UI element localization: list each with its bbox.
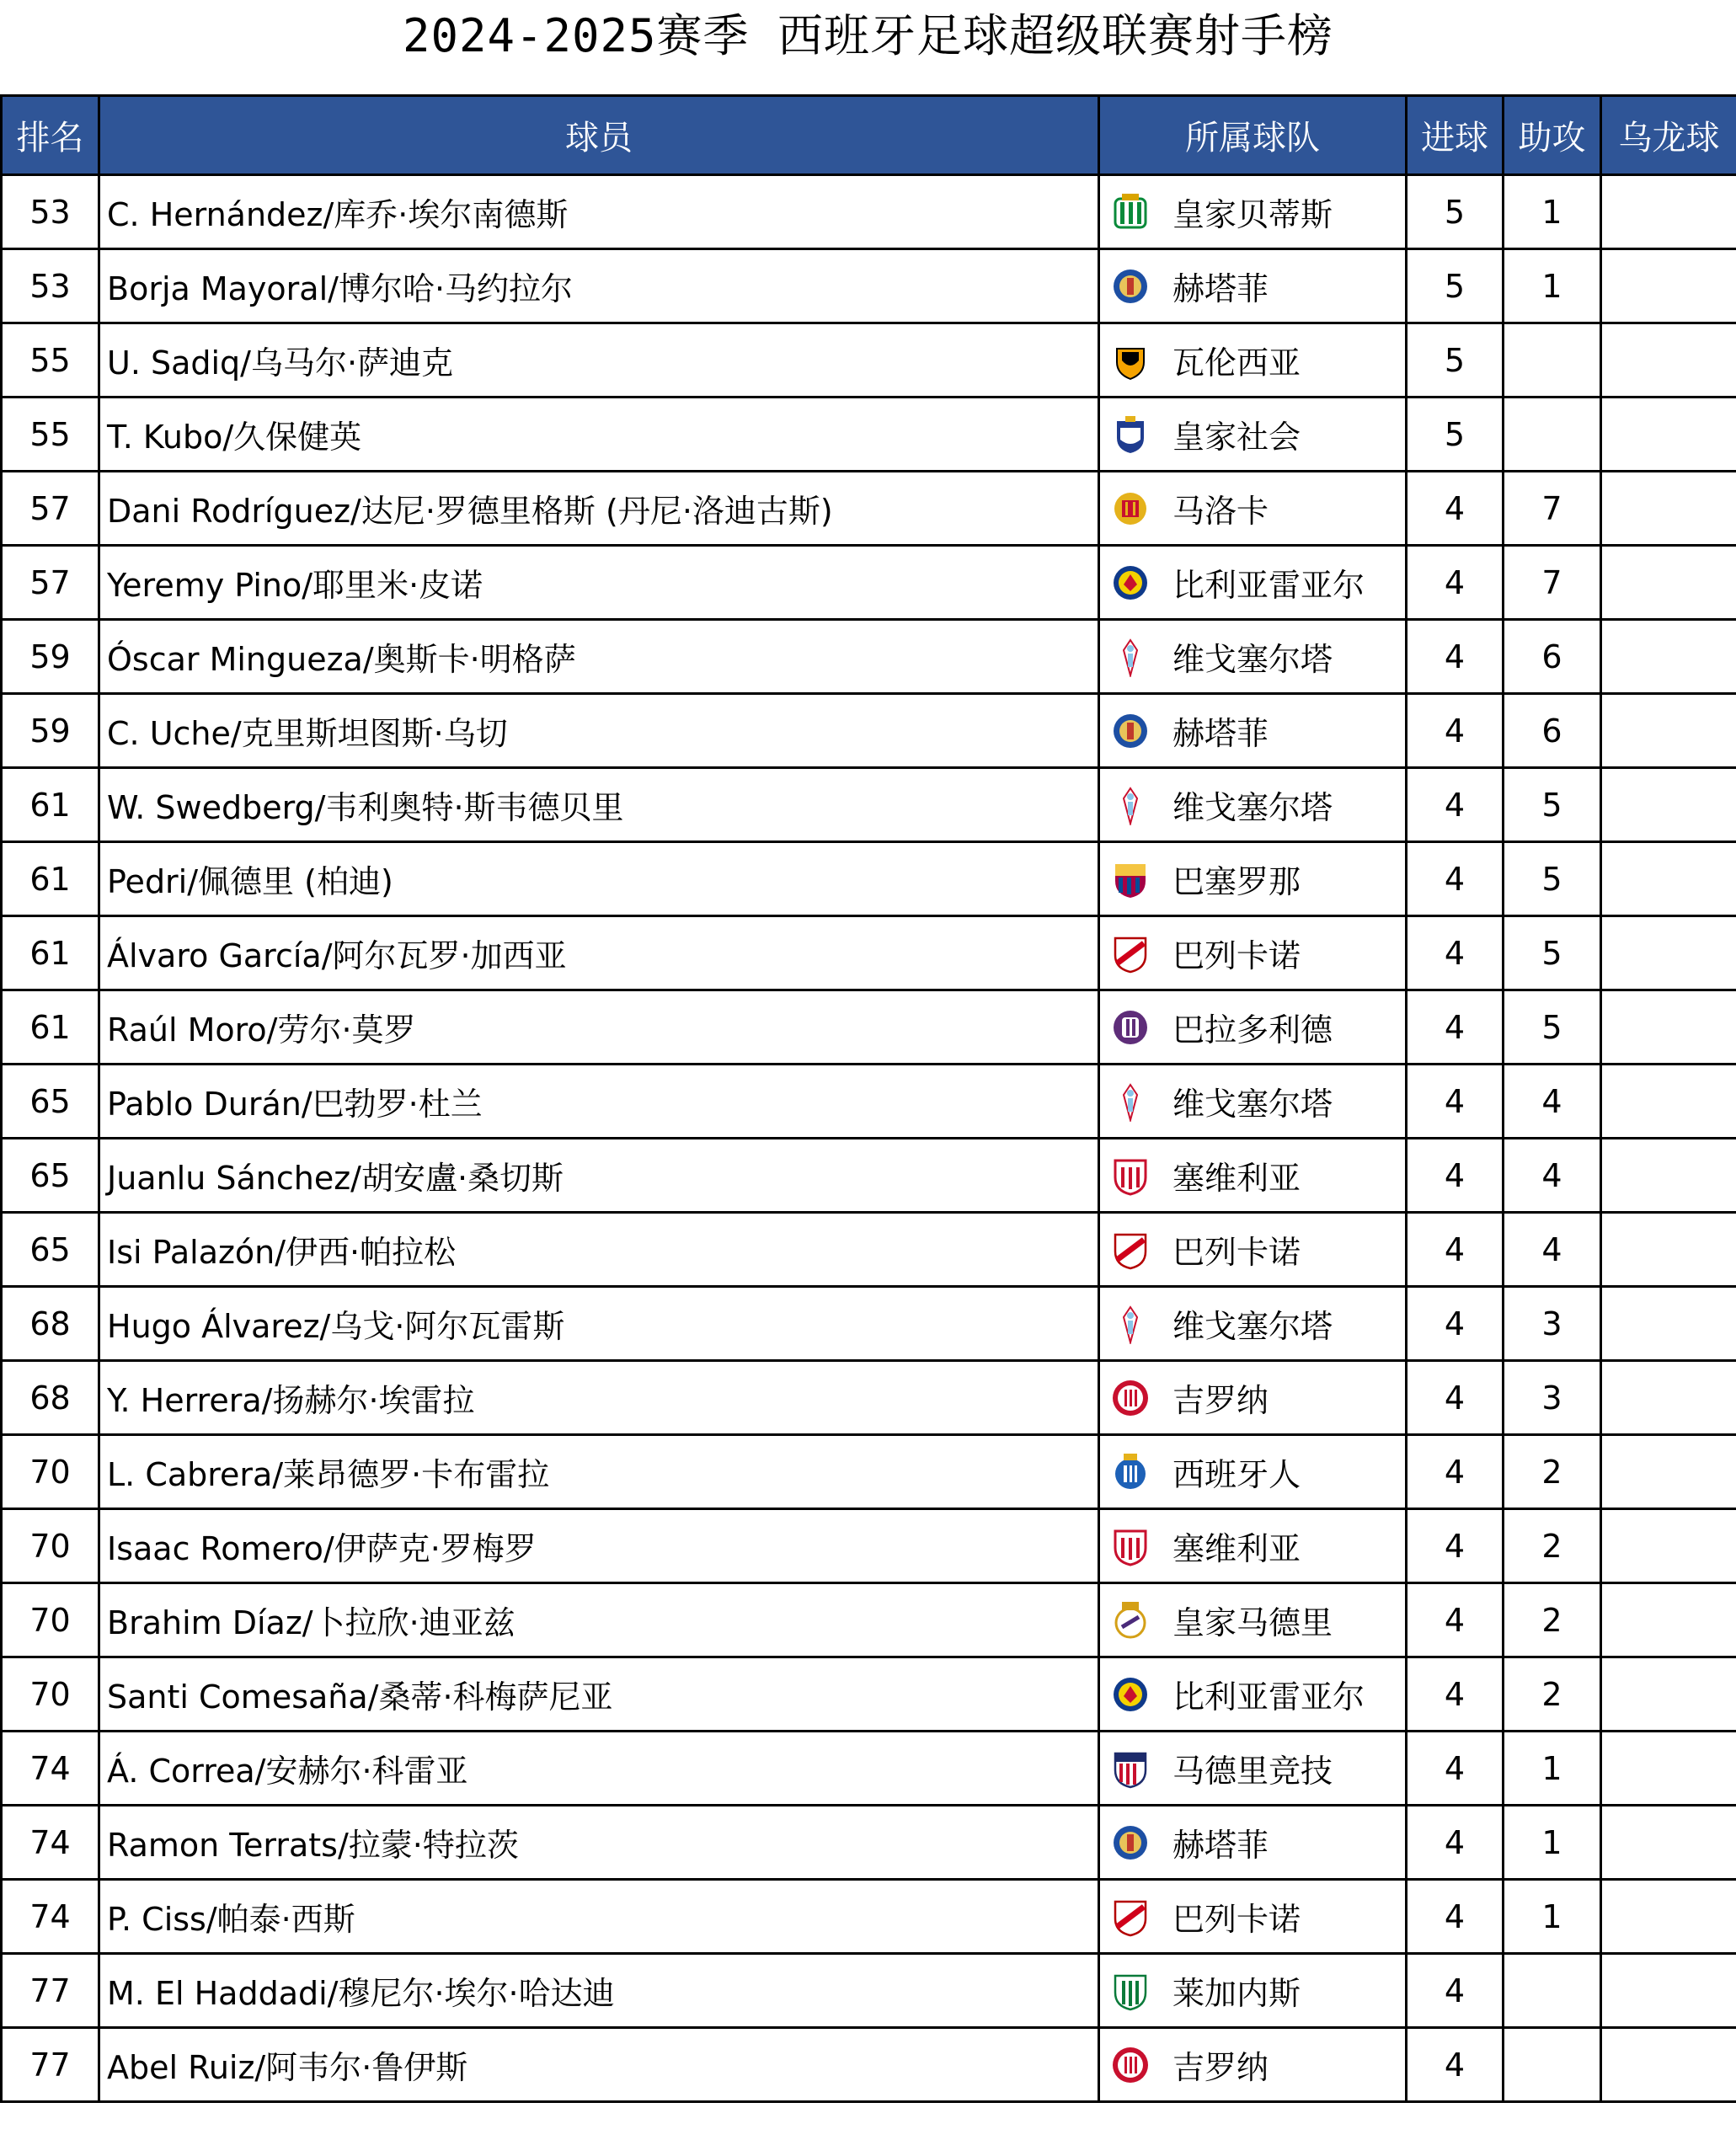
team-cell (1099, 175, 1407, 249)
player-cell: Isaac Romero/伊萨克·罗梅罗 (99, 1509, 1099, 1583)
goals-cell: 4 (1407, 1213, 1504, 1287)
rayo-vallecano-crest-icon (1110, 1897, 1151, 1937)
own-goals-cell (1601, 323, 1736, 398)
rank-cell: 74 (2, 1806, 99, 1880)
team-name: 瓦伦西亚 (1172, 344, 1301, 382)
table-row (2, 1213, 1736, 1287)
table-row (2, 1139, 1736, 1213)
player-cell: Pablo Durán/巴勃罗·杜兰 (99, 1065, 1099, 1139)
player-cell: Juanlu Sánchez/胡安盧·桑切斯 (99, 1139, 1099, 1213)
team-cell (1099, 768, 1407, 842)
player-cell: Y. Herrera/扬赫尔·埃雷拉 (99, 1361, 1099, 1435)
team-cell (1099, 1806, 1407, 1880)
goals-cell: 4 (1407, 546, 1504, 620)
valencia-crest-icon (1110, 340, 1151, 381)
table-row (2, 620, 1736, 694)
header-goals: 进球 (1407, 96, 1504, 175)
player-cell: Óscar Mingueza/奥斯卡·明格萨 (99, 620, 1099, 694)
rank-cell: 65 (2, 1213, 99, 1287)
table-row (2, 768, 1736, 842)
celta-vigo-crest-icon (1110, 1304, 1151, 1344)
assists-cell: 3 (1504, 1287, 1601, 1361)
table-body (2, 175, 1736, 2102)
table-row (2, 1880, 1736, 1954)
player-cell: Borja Mayoral/博尔哈·马约拉尔 (99, 249, 1099, 323)
table-row (2, 175, 1736, 249)
assists-cell: 1 (1504, 1732, 1601, 1806)
team-name: 比利亚雷亚尔 (1172, 567, 1365, 604)
table-row (2, 1657, 1736, 1732)
scorers-table (0, 94, 1736, 2103)
assists-cell: 2 (1504, 1509, 1601, 1583)
team-cell (1099, 916, 1407, 990)
team-name: 塞维利亚 (1172, 1530, 1301, 1567)
team-name: 巴列卡诺 (1172, 1234, 1301, 1271)
goals-cell: 4 (1407, 694, 1504, 768)
team-name: 马德里竞技 (1172, 1753, 1333, 1790)
player-cell: Abel Ruiz/阿韦尔·鲁伊斯 (99, 2028, 1099, 2102)
player-cell: W. Swedberg/韦利奥特·斯韦德贝里 (99, 768, 1099, 842)
player-cell: Santi Comesaña/桑蒂·科梅萨尼亚 (99, 1657, 1099, 1732)
goals-cell: 4 (1407, 1732, 1504, 1806)
team-name: 比利亚雷亚尔 (1172, 1678, 1365, 1716)
assists-cell: 1 (1504, 175, 1601, 249)
goals-cell: 5 (1407, 249, 1504, 323)
rank-cell: 68 (2, 1361, 99, 1435)
team-cell (1099, 1361, 1407, 1435)
own-goals-cell (1601, 916, 1736, 990)
page-title: 2024-2025赛季 西班牙足球超级联赛射手榜 (402, 9, 1334, 62)
rank-cell: 74 (2, 1732, 99, 1806)
goals-cell: 4 (1407, 1287, 1504, 1361)
team-name: 巴列卡诺 (1172, 1901, 1301, 1938)
goals-cell: 4 (1407, 620, 1504, 694)
rank-cell: 53 (2, 249, 99, 323)
rank-cell: 59 (2, 620, 99, 694)
team-cell (1099, 1065, 1407, 1139)
team-cell (1099, 1435, 1407, 1509)
team-name: 巴塞罗那 (1172, 863, 1301, 900)
own-goals-cell (1601, 472, 1736, 546)
celta-vigo-crest-icon (1110, 637, 1151, 677)
team-cell (1099, 2028, 1407, 2102)
table-row (2, 1361, 1736, 1435)
team-name: 赫塔菲 (1172, 270, 1269, 307)
assists-cell: 5 (1504, 916, 1601, 990)
getafe-crest-icon (1110, 1822, 1151, 1863)
goals-cell: 4 (1407, 990, 1504, 1065)
goals-cell: 4 (1407, 768, 1504, 842)
player-cell: P. Ciss/帕泰·西斯 (99, 1880, 1099, 1954)
goals-cell: 4 (1407, 1361, 1504, 1435)
own-goals-cell (1601, 2028, 1736, 2102)
team-cell (1099, 472, 1407, 546)
own-goals-cell (1601, 1287, 1736, 1361)
team-cell (1099, 249, 1407, 323)
assists-cell: 5 (1504, 990, 1601, 1065)
team-cell (1099, 1880, 1407, 1954)
own-goals-cell (1601, 1732, 1736, 1806)
rank-cell: 74 (2, 1880, 99, 1954)
team-cell (1099, 990, 1407, 1065)
rank-cell: 57 (2, 546, 99, 620)
header-team: 所属球队 (1099, 96, 1407, 175)
goals-cell: 4 (1407, 1065, 1504, 1139)
table-row (2, 1732, 1736, 1806)
goals-cell: 4 (1407, 472, 1504, 546)
rank-cell: 68 (2, 1287, 99, 1361)
getafe-crest-icon (1110, 711, 1151, 751)
assists-cell: 2 (1504, 1583, 1601, 1657)
table-row (2, 323, 1736, 398)
team-cell (1099, 620, 1407, 694)
goals-cell: 4 (1407, 1509, 1504, 1583)
team-cell (1099, 694, 1407, 768)
goals-cell: 4 (1407, 1806, 1504, 1880)
own-goals-cell (1601, 1139, 1736, 1213)
player-cell: Yeremy Pino/耶里米·皮诺 (99, 546, 1099, 620)
team-name: 吉罗纳 (1172, 2049, 1269, 2086)
team-cell (1099, 1583, 1407, 1657)
header-own-goals: 乌龙球 (1601, 96, 1736, 175)
team-name: 塞维利亚 (1172, 1160, 1301, 1197)
goals-cell: 4 (1407, 2028, 1504, 2102)
own-goals-cell (1601, 1583, 1736, 1657)
rank-cell: 61 (2, 916, 99, 990)
rank-cell: 70 (2, 1435, 99, 1509)
table-row (2, 1435, 1736, 1509)
rank-cell: 55 (2, 398, 99, 472)
player-cell: Álvaro García/阿尔瓦罗·加西亚 (99, 916, 1099, 990)
team-name: 赫塔菲 (1172, 715, 1269, 752)
player-cell: L. Cabrera/莱昂德罗·卡布雷拉 (99, 1435, 1099, 1509)
team-name: 西班牙人 (1172, 1456, 1301, 1493)
table-row (2, 1954, 1736, 2028)
assists-cell: 4 (1504, 1065, 1601, 1139)
team-name: 皇家社会 (1172, 419, 1301, 456)
assists-cell: 6 (1504, 620, 1601, 694)
player-cell: Raúl Moro/劳尔·莫罗 (99, 990, 1099, 1065)
valladolid-crest-icon (1110, 1007, 1151, 1048)
own-goals-cell (1601, 620, 1736, 694)
celta-vigo-crest-icon (1110, 1081, 1151, 1122)
barcelona-crest-icon (1110, 859, 1151, 899)
player-cell: Isi Palazón/伊西·帕拉松 (99, 1213, 1099, 1287)
assists-cell: 5 (1504, 842, 1601, 916)
player-cell: Dani Rodríguez/达尼·罗德里格斯 (丹尼·洛迪古斯) (99, 472, 1099, 546)
espanyol-crest-icon (1110, 1452, 1151, 1492)
girona-crest-icon (1110, 2045, 1151, 2085)
team-name: 维戈塞尔塔 (1172, 1086, 1333, 1123)
goals-cell: 4 (1407, 1435, 1504, 1509)
goals-cell: 4 (1407, 1583, 1504, 1657)
assists-cell: 7 (1504, 546, 1601, 620)
goals-cell: 4 (1407, 1880, 1504, 1954)
player-cell: T. Kubo/久保健英 (99, 398, 1099, 472)
team-name: 巴拉多利德 (1172, 1011, 1333, 1049)
assists-cell: 2 (1504, 1435, 1601, 1509)
player-cell: Ramon Terrats/拉蒙·特拉茨 (99, 1806, 1099, 1880)
own-goals-cell (1601, 398, 1736, 472)
real-sociedad-crest-icon (1110, 414, 1151, 455)
sevilla-crest-icon (1110, 1526, 1151, 1566)
header-player: 球员 (99, 96, 1099, 175)
leganes-crest-icon (1110, 1971, 1151, 2011)
assists-cell (1504, 2028, 1601, 2102)
girona-crest-icon (1110, 1378, 1151, 1418)
own-goals-cell (1601, 990, 1736, 1065)
goals-cell: 5 (1407, 175, 1504, 249)
table-row (2, 842, 1736, 916)
assists-cell: 6 (1504, 694, 1601, 768)
real-betis-crest-icon (1110, 192, 1151, 232)
getafe-crest-icon (1110, 266, 1151, 307)
own-goals-cell (1601, 1213, 1736, 1287)
table-header-row (2, 96, 1736, 175)
table-row (2, 1509, 1736, 1583)
rank-cell: 61 (2, 842, 99, 916)
team-cell (1099, 1509, 1407, 1583)
own-goals-cell (1601, 175, 1736, 249)
celta-vigo-crest-icon (1110, 785, 1151, 825)
rank-cell: 70 (2, 1657, 99, 1732)
assists-cell: 7 (1504, 472, 1601, 546)
rayo-vallecano-crest-icon (1110, 1230, 1151, 1270)
real-madrid-crest-icon (1110, 1600, 1151, 1641)
team-name: 皇家马德里 (1172, 1604, 1333, 1641)
team-name: 巴列卡诺 (1172, 937, 1301, 974)
team-cell (1099, 1213, 1407, 1287)
own-goals-cell (1601, 546, 1736, 620)
rank-cell: 61 (2, 768, 99, 842)
team-cell (1099, 323, 1407, 398)
goals-cell: 4 (1407, 1139, 1504, 1213)
rank-cell: 53 (2, 175, 99, 249)
assists-cell: 5 (1504, 768, 1601, 842)
own-goals-cell (1601, 1954, 1736, 2028)
team-name: 维戈塞尔塔 (1172, 1308, 1333, 1345)
table-row (2, 1583, 1736, 1657)
team-name: 维戈塞尔塔 (1172, 641, 1333, 678)
header-assists: 助攻 (1504, 96, 1601, 175)
rank-cell: 70 (2, 1509, 99, 1583)
header-rank: 排名 (2, 96, 99, 175)
player-cell: Hugo Álvarez/乌戈·阿尔瓦雷斯 (99, 1287, 1099, 1361)
assists-cell: 2 (1504, 1657, 1601, 1732)
team-cell (1099, 398, 1407, 472)
team-cell (1099, 546, 1407, 620)
player-cell: Á. Correa/安赫尔·科雷亚 (99, 1732, 1099, 1806)
team-name: 马洛卡 (1172, 493, 1269, 530)
own-goals-cell (1601, 1657, 1736, 1732)
goals-cell: 5 (1407, 398, 1504, 472)
player-cell: Pedri/佩德里 (柏迪) (99, 842, 1099, 916)
atletico-madrid-crest-icon (1110, 1748, 1151, 1789)
player-cell: C. Uche/克里斯坦图斯·乌切 (99, 694, 1099, 768)
rank-cell: 55 (2, 323, 99, 398)
table-row (2, 546, 1736, 620)
team-cell (1099, 1139, 1407, 1213)
own-goals-cell (1601, 1435, 1736, 1509)
own-goals-cell (1601, 1065, 1736, 1139)
table-row (2, 916, 1736, 990)
table-row (2, 990, 1736, 1065)
assists-cell: 1 (1504, 249, 1601, 323)
villarreal-crest-icon (1110, 1674, 1151, 1715)
assists-cell: 4 (1504, 1213, 1601, 1287)
own-goals-cell (1601, 768, 1736, 842)
table-row (2, 1806, 1736, 1880)
goals-cell: 4 (1407, 1657, 1504, 1732)
assists-cell (1504, 398, 1601, 472)
rank-cell: 77 (2, 1954, 99, 2028)
own-goals-cell (1601, 1806, 1736, 1880)
player-cell: Brahim Díaz/卜拉欣·迪亚兹 (99, 1583, 1099, 1657)
table-row (2, 398, 1736, 472)
goals-cell: 4 (1407, 1954, 1504, 2028)
table-row (2, 694, 1736, 768)
own-goals-cell (1601, 249, 1736, 323)
own-goals-cell (1601, 1880, 1736, 1954)
villarreal-crest-icon (1110, 563, 1151, 603)
rank-cell: 59 (2, 694, 99, 768)
rank-cell: 65 (2, 1065, 99, 1139)
team-cell (1099, 1657, 1407, 1732)
rank-cell: 77 (2, 2028, 99, 2102)
table-row (2, 249, 1736, 323)
table-row (2, 2028, 1736, 2102)
team-cell (1099, 1732, 1407, 1806)
own-goals-cell (1601, 1361, 1736, 1435)
team-name: 吉罗纳 (1172, 1382, 1269, 1419)
assists-cell: 1 (1504, 1880, 1601, 1954)
rank-cell: 70 (2, 1583, 99, 1657)
table-row (2, 472, 1736, 546)
rank-cell: 57 (2, 472, 99, 546)
goals-cell: 4 (1407, 916, 1504, 990)
rank-cell: 65 (2, 1139, 99, 1213)
player-cell: C. Hernández/库乔·埃尔南德斯 (99, 175, 1099, 249)
own-goals-cell (1601, 842, 1736, 916)
rayo-vallecano-crest-icon (1110, 933, 1151, 974)
assists-cell: 3 (1504, 1361, 1601, 1435)
team-name: 赫塔菲 (1172, 1827, 1269, 1864)
own-goals-cell (1601, 1509, 1736, 1583)
team-cell (1099, 1954, 1407, 2028)
rank-cell: 61 (2, 990, 99, 1065)
table-row (2, 1287, 1736, 1361)
player-cell: U. Sadiq/乌马尔·萨迪克 (99, 323, 1099, 398)
assists-cell: 4 (1504, 1139, 1601, 1213)
goals-cell: 4 (1407, 842, 1504, 916)
goals-cell: 5 (1407, 323, 1504, 398)
assists-cell: 1 (1504, 1806, 1601, 1880)
mallorca-crest-icon (1110, 488, 1151, 529)
own-goals-cell (1601, 694, 1736, 768)
assists-cell (1504, 1954, 1601, 2028)
team-name: 皇家贝蒂斯 (1172, 196, 1333, 233)
team-cell (1099, 842, 1407, 916)
player-cell: M. El Haddadi/穆尼尔·埃尔·哈达迪 (99, 1954, 1099, 2028)
assists-cell (1504, 323, 1601, 398)
team-cell (1099, 1287, 1407, 1361)
sevilla-crest-icon (1110, 1155, 1151, 1196)
team-name: 维戈塞尔塔 (1172, 789, 1333, 826)
team-name: 莱加内斯 (1172, 1975, 1301, 2012)
table-row (2, 1065, 1736, 1139)
